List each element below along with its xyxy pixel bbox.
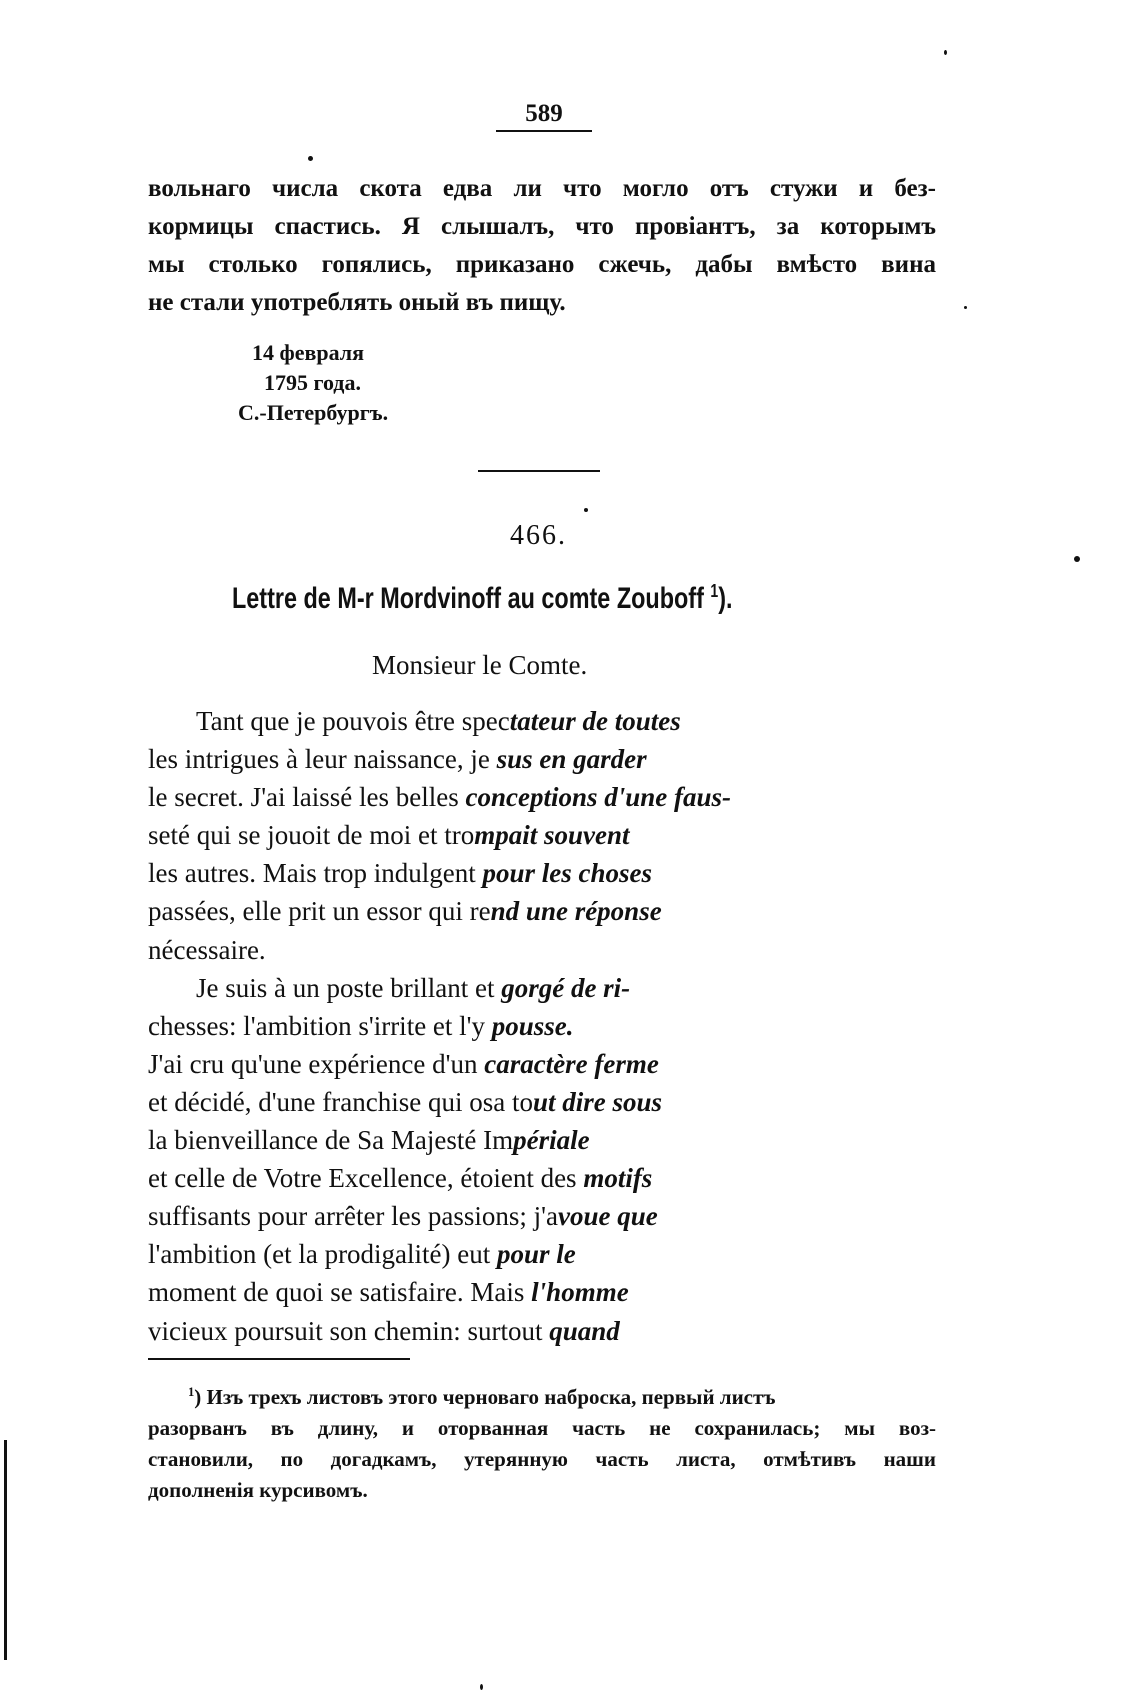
italic-reconstruction: pousse. (491, 1010, 574, 1041)
letter-text: et celle de Votre Excellence, étoient des (148, 1163, 584, 1194)
footnote (148, 1382, 936, 1506)
document-number: 466. (510, 520, 567, 551)
letter-text: la bienveillance de Sa Majesté Im (148, 1125, 514, 1156)
letter-text: suffisants pour arrêter les passions; j'a (148, 1201, 559, 1232)
footnote-text: ) Изъ трехъ листовъ этого черноваго наброска, первый листъ (194, 1385, 776, 1409)
italic-reconstruction: pour les choses (482, 858, 652, 889)
page-number: 589 (496, 100, 592, 132)
letter-body (148, 702, 848, 1350)
russian-paragraph (148, 170, 936, 322)
letter-line (148, 1159, 848, 1197)
italic-reconstruction: motifs (583, 1163, 653, 1194)
italic-reconstruction: sus en garder (496, 744, 647, 775)
print-speck (1074, 556, 1080, 562)
document-title (232, 582, 778, 616)
italic-reconstruction: pour le (497, 1239, 576, 1270)
letter-text: chesses: l'ambition s'irrite et l'y (148, 1010, 492, 1041)
footnote-line: разорванъ въ длину, и оторванная часть не сохранилась; мы воз- (148, 1416, 936, 1440)
signoff-year: 1795 года. (264, 370, 361, 395)
letter-line (148, 969, 848, 1007)
letter-text: et décidé, d'une franchise qui osa to (148, 1086, 533, 1117)
footnote-line: становили, по догадкамъ, утерянную часть листа, отмѣтивъ наши (148, 1447, 936, 1471)
letter-text: Je suis à un poste brillant et (196, 972, 502, 1003)
footnote-marker: 1 (188, 1385, 195, 1399)
section-divider (478, 470, 600, 472)
letter-line (148, 816, 848, 854)
italic-reconstruction: caractère ferme (484, 1048, 659, 1079)
print-speck (584, 508, 588, 512)
title-suffix: ). (718, 582, 733, 615)
letter-text: le secret. J'ai laissé les belles (148, 782, 466, 813)
italic-reconstruction: périale (513, 1125, 590, 1156)
footnote-line: дополненія курсивомъ. (148, 1478, 368, 1502)
russian-line: вольнаго числа скота едва ли что могло отъ стужи и без- (148, 175, 936, 202)
title-footnote-marker: 1 (710, 581, 719, 601)
letter-line (148, 1312, 848, 1350)
letter-text: nécessaire. (148, 934, 266, 965)
letter-text: passées, elle prit un essor qui re (148, 896, 491, 927)
letter-line (148, 740, 848, 778)
footnote-line (148, 1382, 936, 1413)
letter-line (148, 1235, 848, 1273)
letter-line (148, 854, 848, 892)
letter-text: Tant que je pouvois être spec (196, 706, 510, 736)
russian-line: кормицы спастись. Я слышалъ, что провіантъ, за которымъ (148, 213, 936, 240)
letter-line (148, 892, 848, 930)
letter-line (148, 1045, 848, 1083)
russian-line: мы столько гопялись, приказано сжечь, дабы вмѣсто вина (148, 251, 936, 278)
letter-line (148, 1273, 848, 1311)
italic-reconstruction: quand (549, 1315, 620, 1346)
salutation: Monsieur le Comte. (372, 650, 588, 680)
print-speck (308, 156, 313, 161)
italic-reconstruction: tateur de toutes (509, 706, 681, 736)
letter-line (148, 1197, 848, 1235)
letter-text: les autres. Mais trop indulgent (148, 858, 483, 889)
letter-text: seté qui se jouoit de moi et tro (148, 820, 475, 851)
document-title-text: Lettre de M-r Mordvinoff au comte Zouboff (232, 582, 704, 615)
margin-scan-line (4, 1440, 7, 1660)
letter-text: moment de quoi se satisfaire. Mais (148, 1277, 532, 1308)
letter-line (148, 1121, 848, 1159)
russian-line: не стали употреблять оный въ пищу. (148, 289, 566, 316)
print-speck (480, 1684, 483, 1690)
italic-reconstruction: voue que (558, 1201, 658, 1232)
letter-text: J'ai cru qu'une expérience d'un (148, 1048, 485, 1079)
italic-reconstruction: nd une réponse (490, 896, 662, 927)
letter-line (148, 778, 848, 816)
letter-text: les intrigues à leur naissance, je (148, 744, 497, 775)
italic-reconstruction: mpait souvent (474, 820, 630, 851)
letter-line (148, 1007, 848, 1045)
print-speck (944, 50, 947, 55)
signoff-block (224, 338, 388, 428)
letter-line (148, 1083, 848, 1121)
italic-reconstruction: ut dire sous (532, 1086, 663, 1117)
letter-text: l'ambition (et la prodigalité) eut (148, 1239, 498, 1270)
italic-reconstruction: gorgé de ri- (501, 972, 631, 1003)
print-speck (964, 306, 967, 309)
letter-line (148, 702, 848, 740)
italic-reconstruction: conceptions d'une faus- (465, 782, 732, 813)
signoff-place: С.-Петербургъ. (238, 400, 389, 425)
footnote-rule (148, 1358, 410, 1360)
letter-text: vicieux poursuit son chemin: surtout (148, 1315, 550, 1346)
signoff-date: 14 февраля (252, 340, 365, 365)
italic-reconstruction: l'homme (531, 1277, 629, 1308)
letter-line (148, 931, 848, 969)
